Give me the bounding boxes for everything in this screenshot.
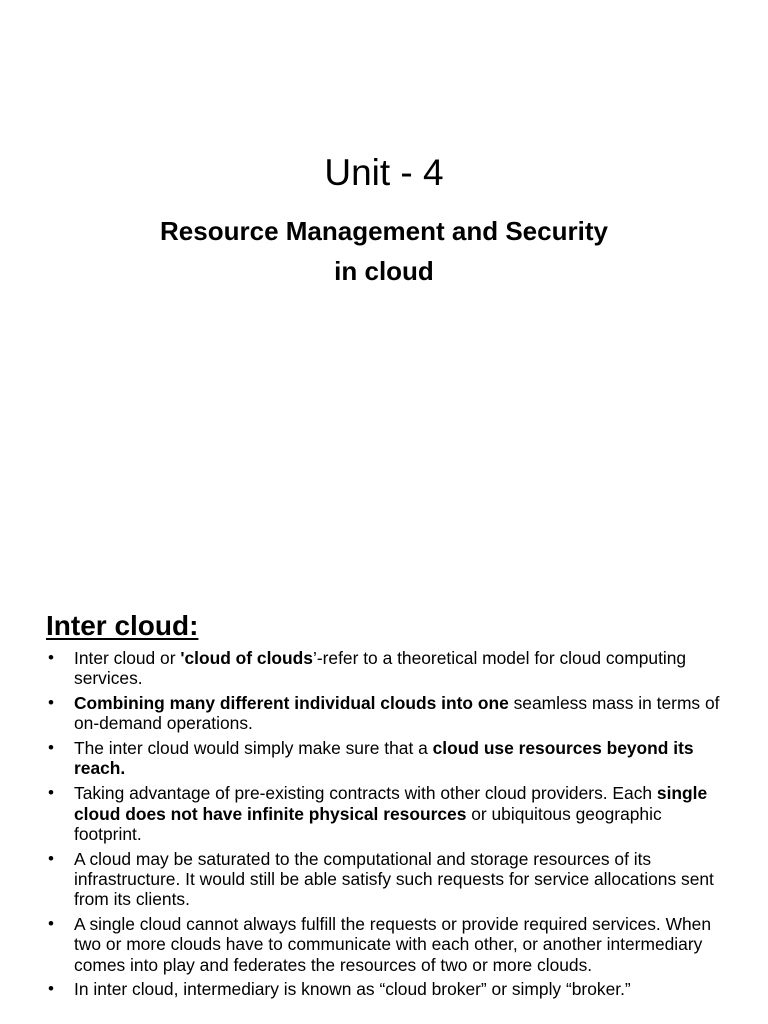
bullet-dot-icon: • xyxy=(48,783,54,803)
unit-title: Unit - 4 xyxy=(324,152,444,193)
bullet-dot-icon: • xyxy=(48,979,54,999)
bullet-dot-icon: • xyxy=(48,738,54,758)
bullet-item: • In inter cloud, intermediary is known as “cloud broker” or simply “broker.” xyxy=(48,979,631,1000)
bullet-item: • A single cloud cannot always fulfill the requests or provide required services. When two or more clouds have to communicate with each other, or another intermediary comes into play and federates the resources of two or more clouds. xyxy=(48,914,712,975)
bullet-dot-icon: • xyxy=(48,693,54,713)
subtitle-line-2: in cloud xyxy=(334,256,434,286)
bullet-dot-icon: • xyxy=(48,914,54,934)
bullet-item: • Inter cloud or 'cloud of clouds’-refer to a theoretical model for cloud computing services. xyxy=(48,648,687,689)
bullet-item: • The inter cloud would simply make sure that a cloud use resources beyond its reach. xyxy=(48,738,694,779)
bullet-dot-icon: • xyxy=(48,848,54,868)
subtitle-line-1: Resource Management and Security xyxy=(160,216,608,246)
bullet-item: • A cloud may be saturated to the computational and storage resources of its infrastructure. It would still be able satisfy such requests for service allocations sent from its clients. xyxy=(48,848,714,910)
bullet-list xyxy=(0,648,768,1004)
bullet-item: • Taking advantage of pre-existing contracts with other cloud providers. Each single cloud does not have infinite physical resources or ubiquitous geographic footprint. xyxy=(48,783,708,844)
slide-subtitle xyxy=(0,211,768,291)
section-heading: Inter cloud: xyxy=(46,610,199,641)
bullet-item: • Combining many different individual clouds into one seamless mass in terms of on-demand operations. xyxy=(48,693,720,734)
content-slide xyxy=(0,606,768,1024)
bullet-dot-icon: • xyxy=(48,648,54,667)
